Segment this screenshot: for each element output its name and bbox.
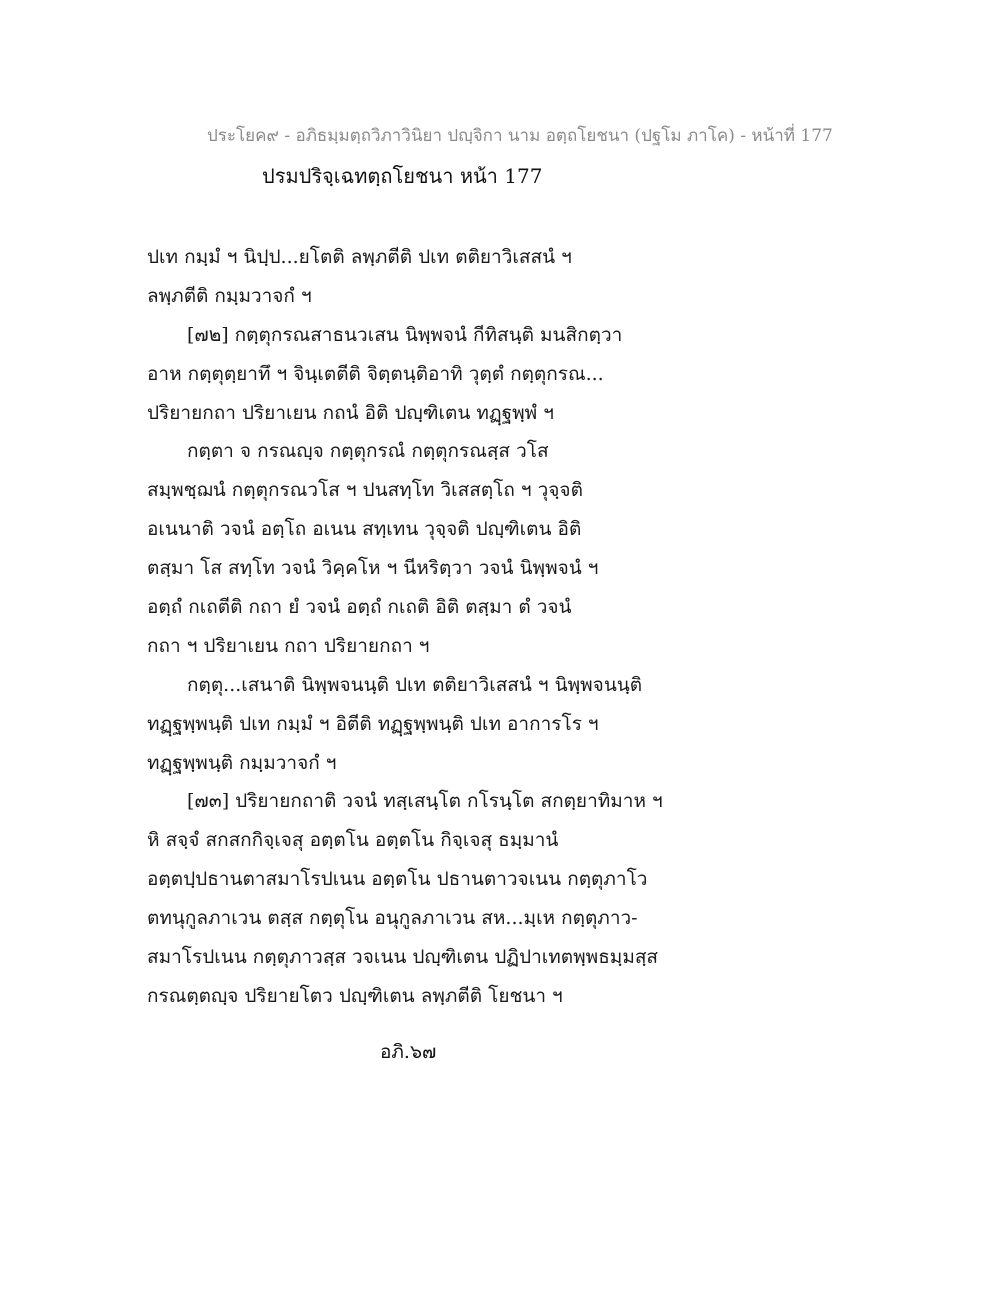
- running-header: ประโยค๙ - อภิธมฺมตฺถวิภาวินิยา ปญฺจิกา นาม อตฺถโยชนา (ปฐโม ภาโค) - หน้าที่ 177: [207, 126, 833, 146]
- paragraph-start-line: กตฺตุ...เสนาติ นิพฺพจนนฺติ ปเท ตติยาวิเสสนํ ฯ นิพฺพจนนฺติ: [187, 673, 643, 696]
- text-line: ทฏฺฐพฺพนฺติ ปเท กมฺมํ ฯ อิตีติ ทฏฺฐพฺพนฺติ ปเท อาการโร ฯ: [147, 712, 599, 735]
- text-line: อตฺตปฺปธานตาสมาโรปเนน อตฺตโน ปธานตาวจเนน กตฺตุภาโว: [147, 868, 648, 891]
- text-line: ตสฺมา โส สทฺโท วจนํ วิคฺคโห ฯ นีหริตฺวา วจนํ นิพฺพจนํ ฯ: [147, 557, 599, 580]
- text-line: อเนนาติ วจนํ อตฺโถ อเนน สทฺเทน วุจฺจติ ปญฺฑิเตน อิติ: [147, 518, 582, 541]
- text-line: ปเท กมฺมํ ฯ นิปฺป...ยโตติ ลพฺภตีติ ปเท ตติยาวิเสสนํ ฯ: [147, 246, 572, 268]
- page-footer-code: อภิ.๖๗: [380, 1041, 437, 1063]
- text-line: อาห กตฺตุตฺยาทึ ฯ จินฺเตตีติ จิตฺตนฺติอาทิ วุตฺตํ กตฺตุกรณ...: [147, 362, 604, 385]
- text-line: หิ สจฺจํ สกสกกิจฺเจสุ อตฺตโน อตฺตโน กิจฺเจสุ ธมฺมานํ: [147, 829, 559, 852]
- body-text: [147, 238, 707, 1016]
- text-line: สมาโรปเนน กตฺตุภาวสฺส วจเนน ปญฺฑิเตน ปฏิปาเทตพฺพธมฺมสฺส: [147, 946, 659, 969]
- text-line: กรณตฺตญฺจ ปริยายโตว ปญฺฑิเตน ลพฺภตีติ โยชนา ฯ: [147, 984, 563, 1007]
- paragraph-start-line: กตฺตา จ กรณญฺจ กตฺตุกรณํ กตฺตุกรณสฺส วโส: [187, 440, 549, 463]
- text-line: อตฺถํ กเถตีติ กถา ยํ วจนํ อตฺถํ กเถติ อิติ ตสฺมา ตํ วจนํ: [147, 596, 572, 619]
- paragraph-start-line: [๗๒] กตฺตุกรณสาธนวเสน นิพฺพจนํ กีทิสนฺติ มนสิกตฺวา: [187, 323, 623, 346]
- paragraph-start-line: [๗๓] ปริยายกถาติ วจนํ ทสฺเสนฺโต กโรนฺโต สกตฺยาทิมาห ฯ: [187, 790, 663, 813]
- text-line: กถา ฯ ปริยาเยน กถา ปริยายกถา ฯ: [147, 634, 430, 657]
- text-line: ปริยายกถา ปริยาเยน กถนํ อิติ ปญฺฑิเตน ทฏฺฐพฺพํ ฯ: [147, 401, 554, 424]
- section-title: ปรมปริจฺเฉทตฺถโยชนา หน้า 177: [262, 164, 543, 188]
- text-line: สมฺพชฺฌนํ กตฺตุกรณวโส ฯ ปนสทฺโท วิเสสตฺโถ ฯ วุจฺจติ: [147, 479, 583, 502]
- text-line: ลพฺภตีติ กมฺมวาจกํ ฯ: [147, 284, 312, 307]
- text-line: ตทนุกูลภาเวน ตสฺส กตฺตุโน อนุกูลภาเวน สห...มฺเห กตฺตุภาว-: [147, 907, 638, 930]
- text-line: ทฏฺฐพฺพนฺติ กมฺมวาจกํ ฯ: [147, 751, 337, 774]
